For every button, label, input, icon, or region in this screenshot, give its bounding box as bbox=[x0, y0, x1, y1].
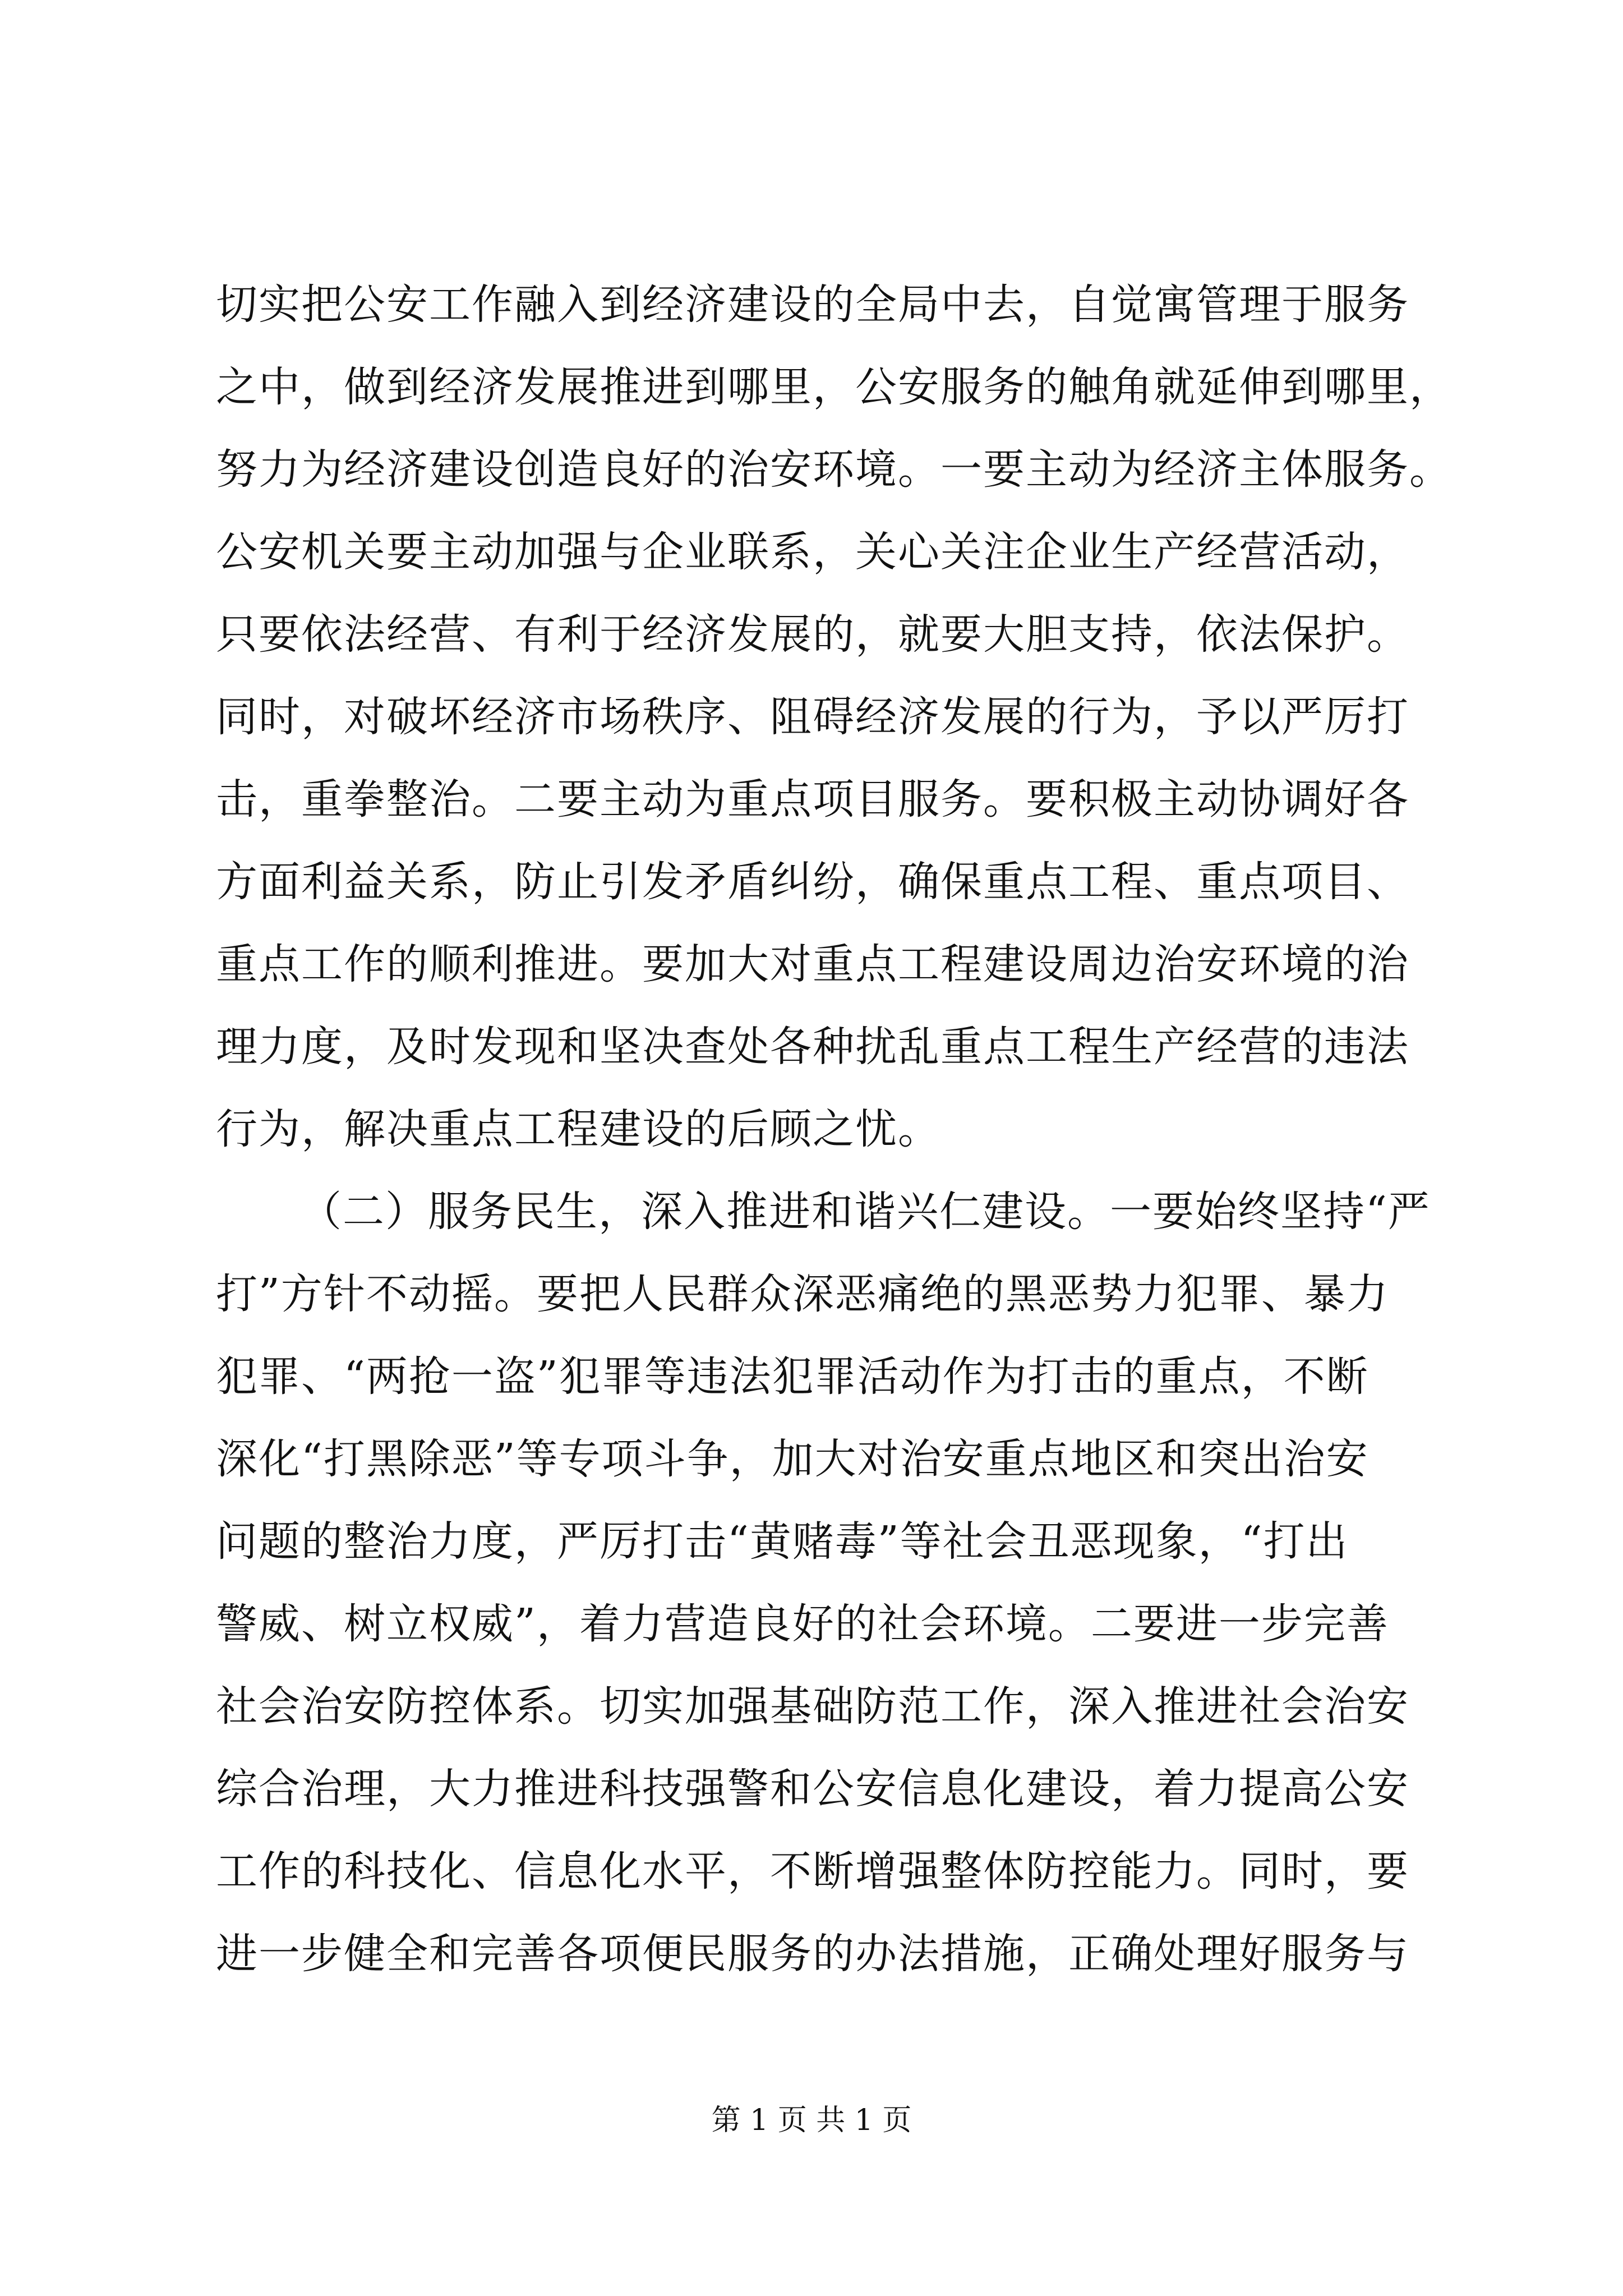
text-line: 打”方针不动摇。要把人民群众深恶痛绝的黑恶势力犯罪、暴力 bbox=[216, 1270, 1389, 1318]
text-line: 只要依法经营、有利于经济发展的，就要大胆支持，依法保护。 bbox=[216, 610, 1409, 659]
text-line: 犯罪、“两抢一盗”犯罪等违法犯罪活动作为打击的重点，不断 bbox=[216, 1352, 1369, 1401]
text-line: 进一步健全和完善各项便民服务的办法措施，正确处理好服务与 bbox=[216, 1930, 1409, 1978]
text-line: 深化“打黑除恶”等专项斗争，加大对治安重点地区和突出治安 bbox=[216, 1435, 1369, 1483]
text-line: 努力为经济建设创造良好的治安环境。一要主动为经济主体服务。 bbox=[216, 445, 1452, 494]
text-line: 方面利益关系，防止引发矛盾纠纷，确保重点工程、重点项目、 bbox=[216, 858, 1409, 906]
text-line: 行为，解决重点工程建设的后顾之忧。 bbox=[216, 1105, 940, 1153]
text-line: 重点工作的顺利推进。要加大对重点工程建设周边治安环境的治 bbox=[216, 940, 1409, 988]
text-line: 综合治理，大力推进科技强警和公安信息化建设，着力提高公安 bbox=[216, 1765, 1409, 1813]
text-line: 切实把公安工作融入到经济建设的全局中去，自觉寓管理于服务 bbox=[216, 280, 1409, 329]
page-number-footer: 第 1 页 共 1 页 bbox=[711, 2104, 912, 2137]
text-line: 同时，对破坏经济市场秩序、阻碍经济发展的行为，予以严厉打 bbox=[216, 693, 1409, 741]
text-line: 公安机关要主动加强与企业联系，关心关注企业生产经营活动， bbox=[216, 528, 1409, 576]
text-line: 问题的整治力度，严厉打击“黄赌毒”等社会丑恶现象，“打出 bbox=[216, 1517, 1349, 1566]
text-line: 击，重拳整治。二要主动为重点项目服务。要积极主动协调好各 bbox=[216, 775, 1409, 823]
text-line: 警威、树立权威”，着力营造良好的社会环境。二要进一步完善 bbox=[216, 1600, 1389, 1648]
text-line: 社会治安防控体系。切实加强基础防范工作，深入推进社会治安 bbox=[216, 1682, 1409, 1731]
section-heading-line: （二）服务民生，深入推进和谐兴仁建设。一要始终坚持“严 bbox=[300, 1188, 1431, 1236]
text-line: 工作的科技化、信息化水平，不断增强整体防控能力。同时，要 bbox=[216, 1847, 1409, 1895]
document-body bbox=[216, 264, 1472, 1995]
text-line: 理力度，及时发现和坚决查处各种扰乱重点工程生产经营的违法 bbox=[216, 1023, 1409, 1071]
text-line: 之中，做到经济发展推进到哪里，公安服务的触角就延伸到哪里， bbox=[216, 363, 1452, 411]
